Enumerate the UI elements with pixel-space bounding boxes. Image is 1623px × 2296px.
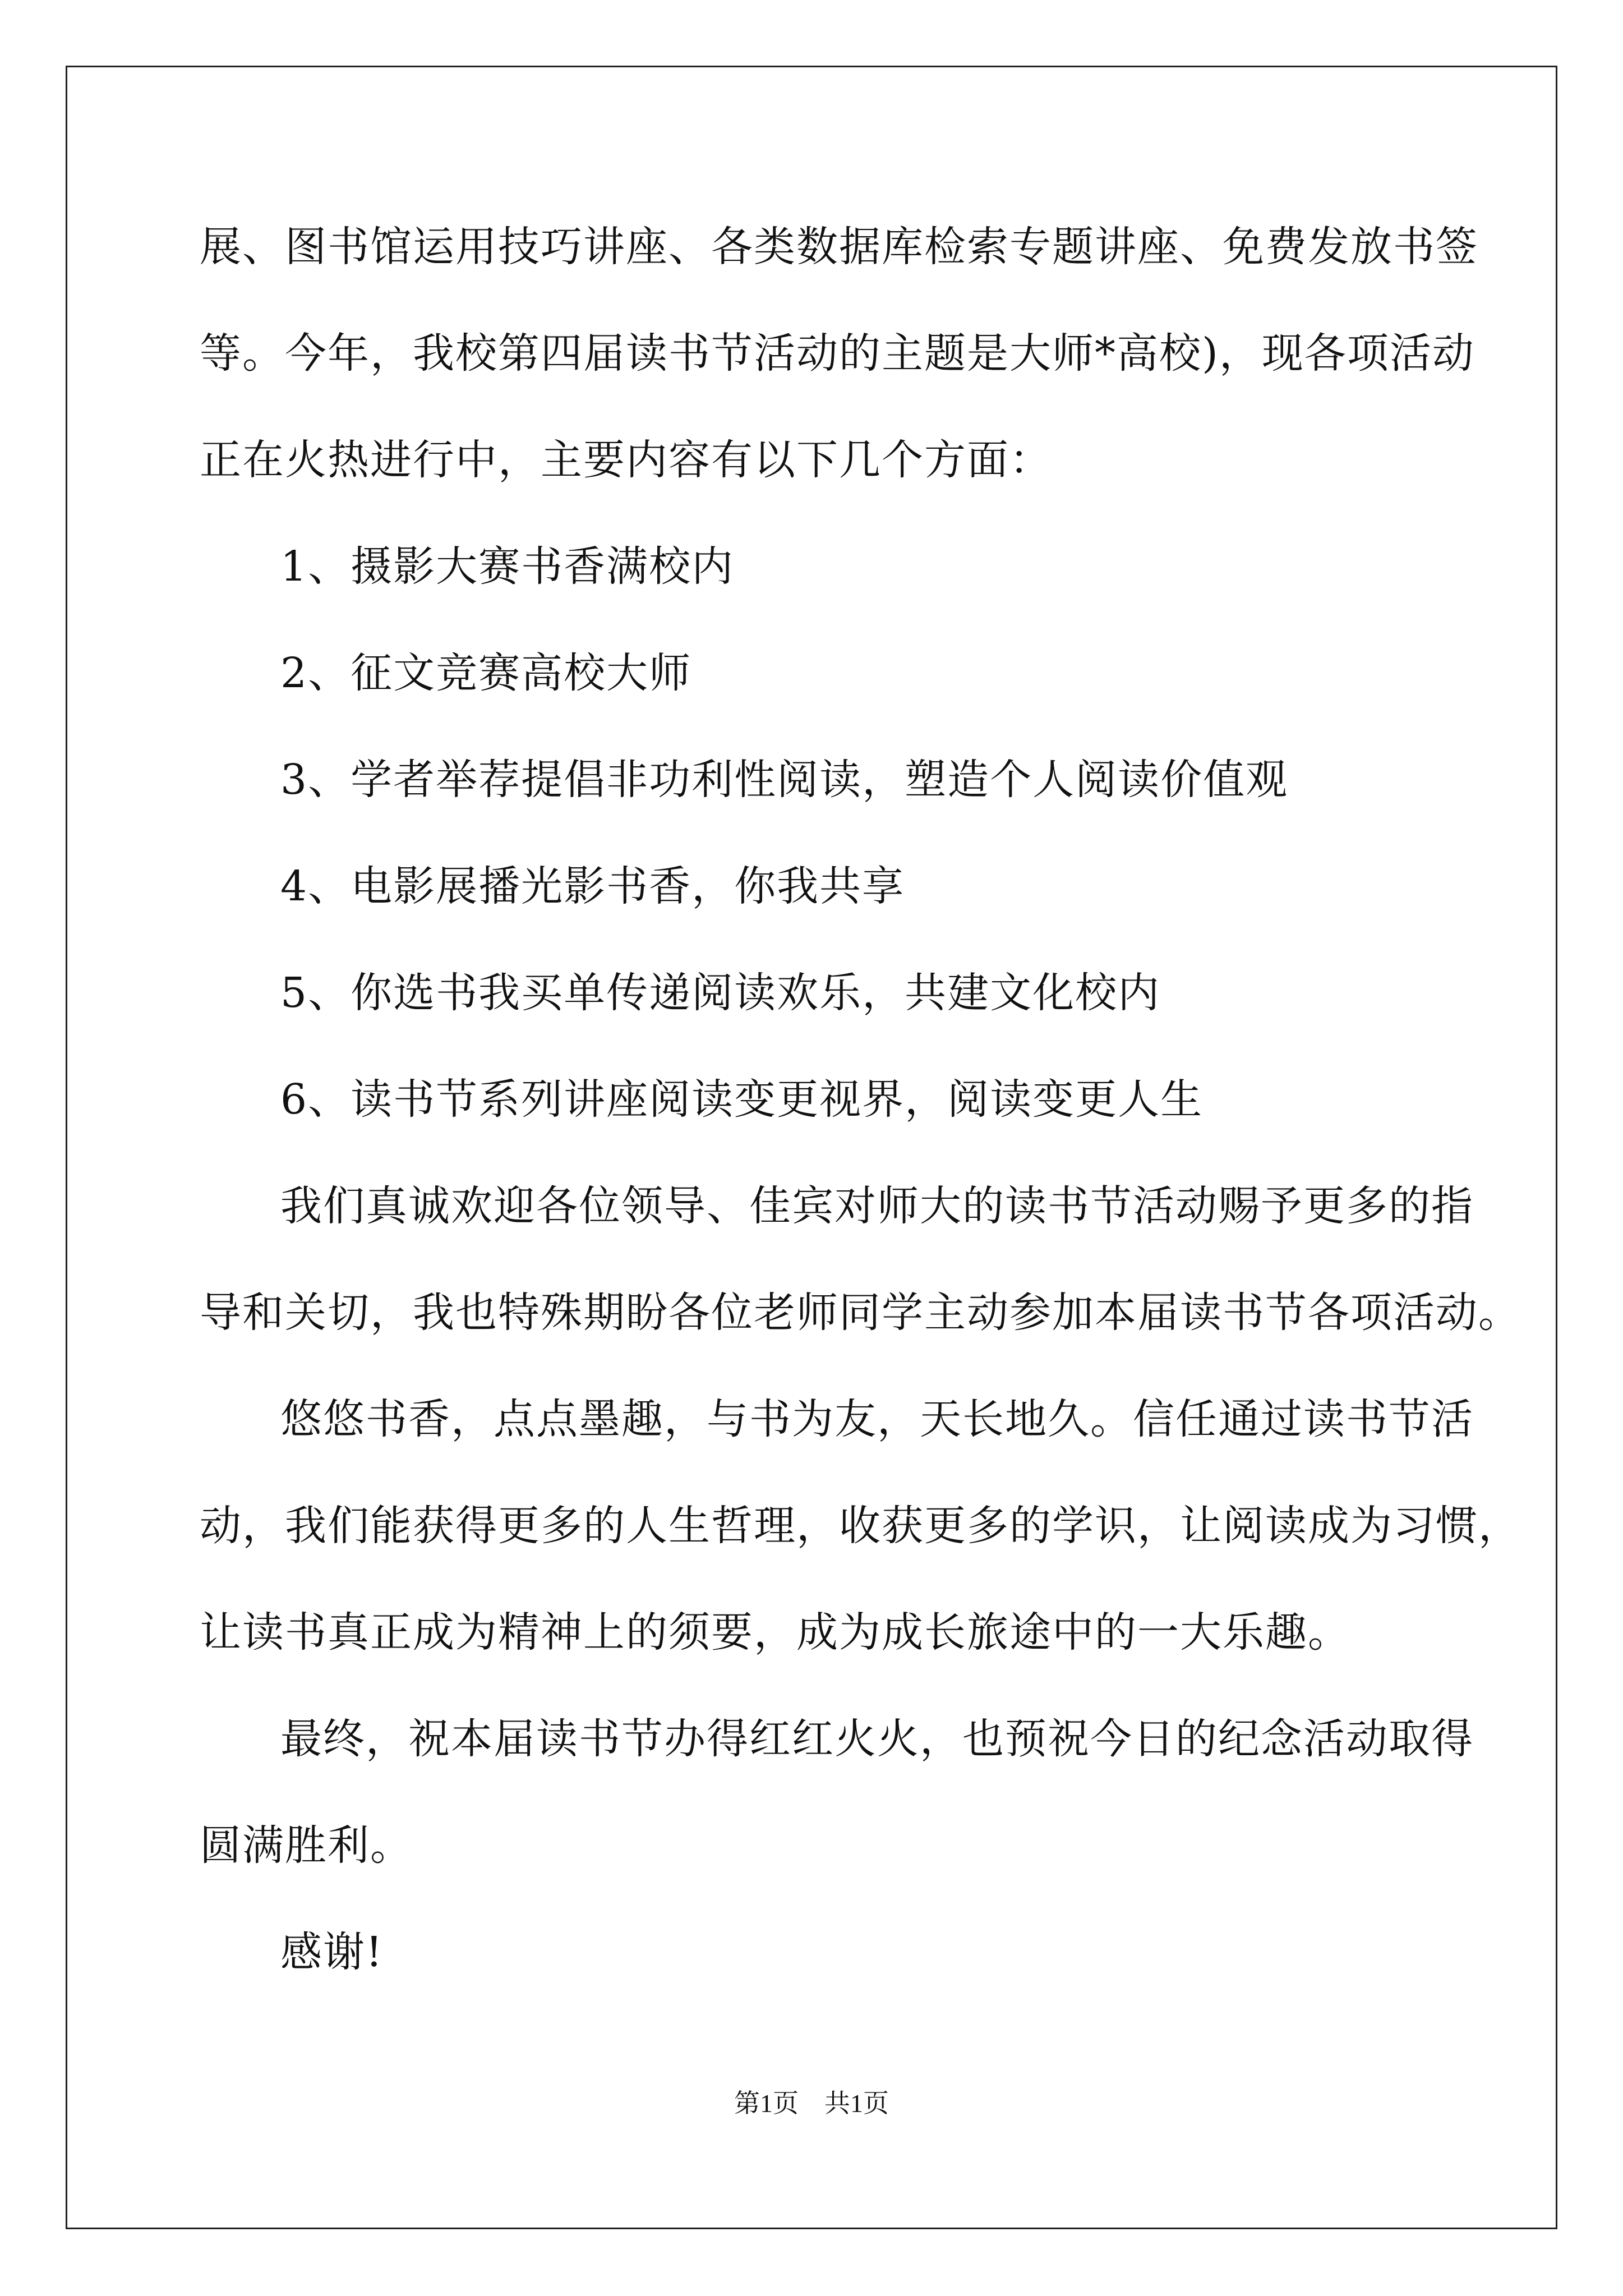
list-item: 4、电影展播光影书香，你我共享 [280, 862, 905, 910]
list-item: 3、学者举荐提倡非功利性阅读，塑造个人阅读价值观 [280, 756, 1289, 804]
list-item: 6、读书节系列讲座阅读变更视界，阅读变更人生 [280, 1075, 1204, 1124]
text-line: 我们真诚欢迎各位领导、佳宾对师大的读书节活动赐予更多的指 [280, 1182, 1474, 1230]
page-number-footer: 第1页 共1页 [734, 2089, 889, 2118]
text-line: 动，我们能获得更多的人生哲理，收获更多的学识，让阅读成为习惯， [200, 1502, 1521, 1550]
text-line: 圆满胜利。 [200, 1821, 413, 1870]
text-line: 最终，祝本届读书节办得红红火火，也预祝今日的纪念活动取得 [280, 1715, 1474, 1763]
text-line: 让读书真正成为精神上的须要，成为成长旅途中的一大乐趣。 [200, 1608, 1350, 1657]
page-border [66, 66, 1557, 2229]
text-line: 导和关切，我也特殊期盼各位老师同学主动参加本届读书节各项活动。 [200, 1289, 1521, 1337]
list-item: 1、摄影大赛书香满校内 [280, 542, 735, 591]
list-item: 5、你选书我买单传递阅读欢乐，共建文化校内 [280, 969, 1161, 1017]
list-item: 2、征文竞赛高校大师 [280, 649, 692, 697]
text-line: 悠悠书香，点点墨趣，与书为友，天长地久。信任通过读书节活 [280, 1395, 1474, 1443]
text-line: 等。今年，我校第四届读书节活动的主题是大师*高校)，现各项活动 [200, 329, 1475, 378]
text-line: 正在火热进行中，主要内容有以下几个方面： [200, 436, 1052, 484]
text-line: 展、图书馆运用技巧讲座、各类数据库检索专题讲座、免费发放书签 [200, 223, 1478, 271]
closing-text: 感谢! [280, 1928, 384, 1976]
